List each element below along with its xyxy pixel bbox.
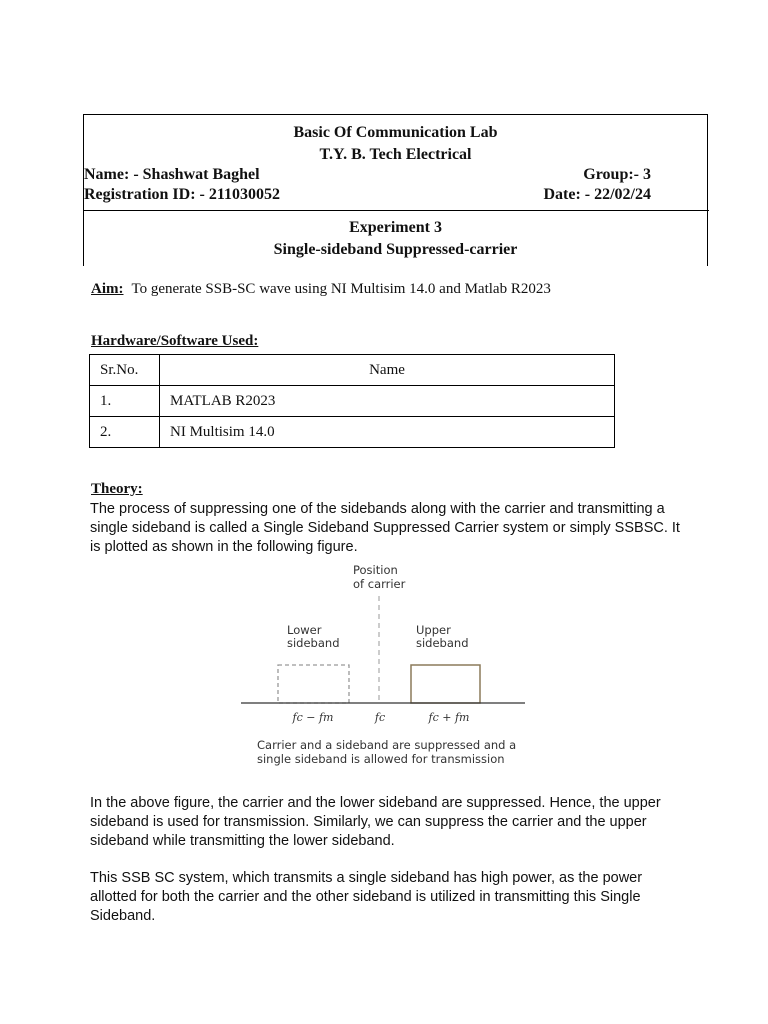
registration-id: Registration ID: - 211030052 <box>84 186 280 203</box>
upper-sideband-label-line1: Upper <box>416 623 451 637</box>
registration-row <box>84 186 707 204</box>
table-row <box>90 417 615 448</box>
figure-caption-line2: single sideband is allowed for transmission <box>257 752 505 766</box>
column-header-name: Name <box>160 355 615 386</box>
carrier-position-label-line2: of carrier <box>353 577 406 591</box>
tick-label-upper: fc + fm <box>428 711 470 724</box>
class-name: T.Y. B. Tech Electrical <box>319 146 472 163</box>
theory-heading: Theory: <box>91 481 143 497</box>
ssbsc-spectrum-figure <box>235 560 535 772</box>
header-divider <box>83 210 709 211</box>
theory-paragraph-2: In the above figure, the carrier and the lower sideband are suppressed. Hence, the upper sideband is used for transmission. Similarly, we can suppress the carrier and the upper sideband while transmitting the lower sideband. <box>90 795 661 849</box>
table-cell-name: MATLAB R2023 <box>160 386 615 417</box>
hardware-table <box>89 354 615 448</box>
student-name: Name: - Shashwat Baghel <box>84 166 260 183</box>
theory-paragraph-1: The process of suppressing one of the sidebands along with the carrier and transmitting a single sideband is called a Single Sideband Suppressed Carrier system or simply SSBSC. It is plotted as shown in the following figure. <box>90 501 680 555</box>
tick-label-lower: fc − fm <box>292 711 334 724</box>
experiment-number: Experiment 3 <box>349 219 442 236</box>
experiment-title: Single-sideband Suppressed-carrier <box>273 241 518 258</box>
upper-sideband-label-line2: sideband <box>416 636 469 650</box>
table-header-row <box>90 355 615 386</box>
submission-date: Date: - 22/02/24 <box>543 186 651 203</box>
table-cell-name: NI Multisim 14.0 <box>160 417 615 448</box>
table-cell-srno: 2. <box>90 417 160 448</box>
column-header-srno: Sr.No. <box>90 355 160 386</box>
aim-text: To generate SSB-SC wave using NI Multisim 14.0 and Matlab R2023 <box>131 281 551 297</box>
aim-section <box>91 281 551 298</box>
lower-sideband-suppressed <box>278 665 349 703</box>
aim-label: Aim: <box>91 281 124 297</box>
figure-caption-line1: Carrier and a sideband are suppressed and a <box>257 738 517 752</box>
theory-paragraph-3: This SSB SC system, which transmits a single sideband has high power, as the power allotted for both the carrier and the other sideband is utilized in transmitting this Single Sideband. <box>90 870 643 924</box>
table-row <box>90 386 615 417</box>
name-row <box>84 166 707 184</box>
upper-sideband-transmitted <box>411 665 480 703</box>
carrier-position-label-line1: Position <box>353 563 398 577</box>
header-box <box>83 114 708 266</box>
lower-sideband-label-line1: Lower <box>287 623 322 637</box>
tick-label-carrier: fc <box>374 711 386 724</box>
lower-sideband-label-line2: sideband <box>287 636 340 650</box>
lab-title: Basic Of Communication Lab <box>293 124 498 141</box>
hardware-heading: Hardware/Software Used: <box>91 333 259 349</box>
group-number: Group:- 3 <box>583 166 651 183</box>
table-cell-srno: 1. <box>90 386 160 417</box>
